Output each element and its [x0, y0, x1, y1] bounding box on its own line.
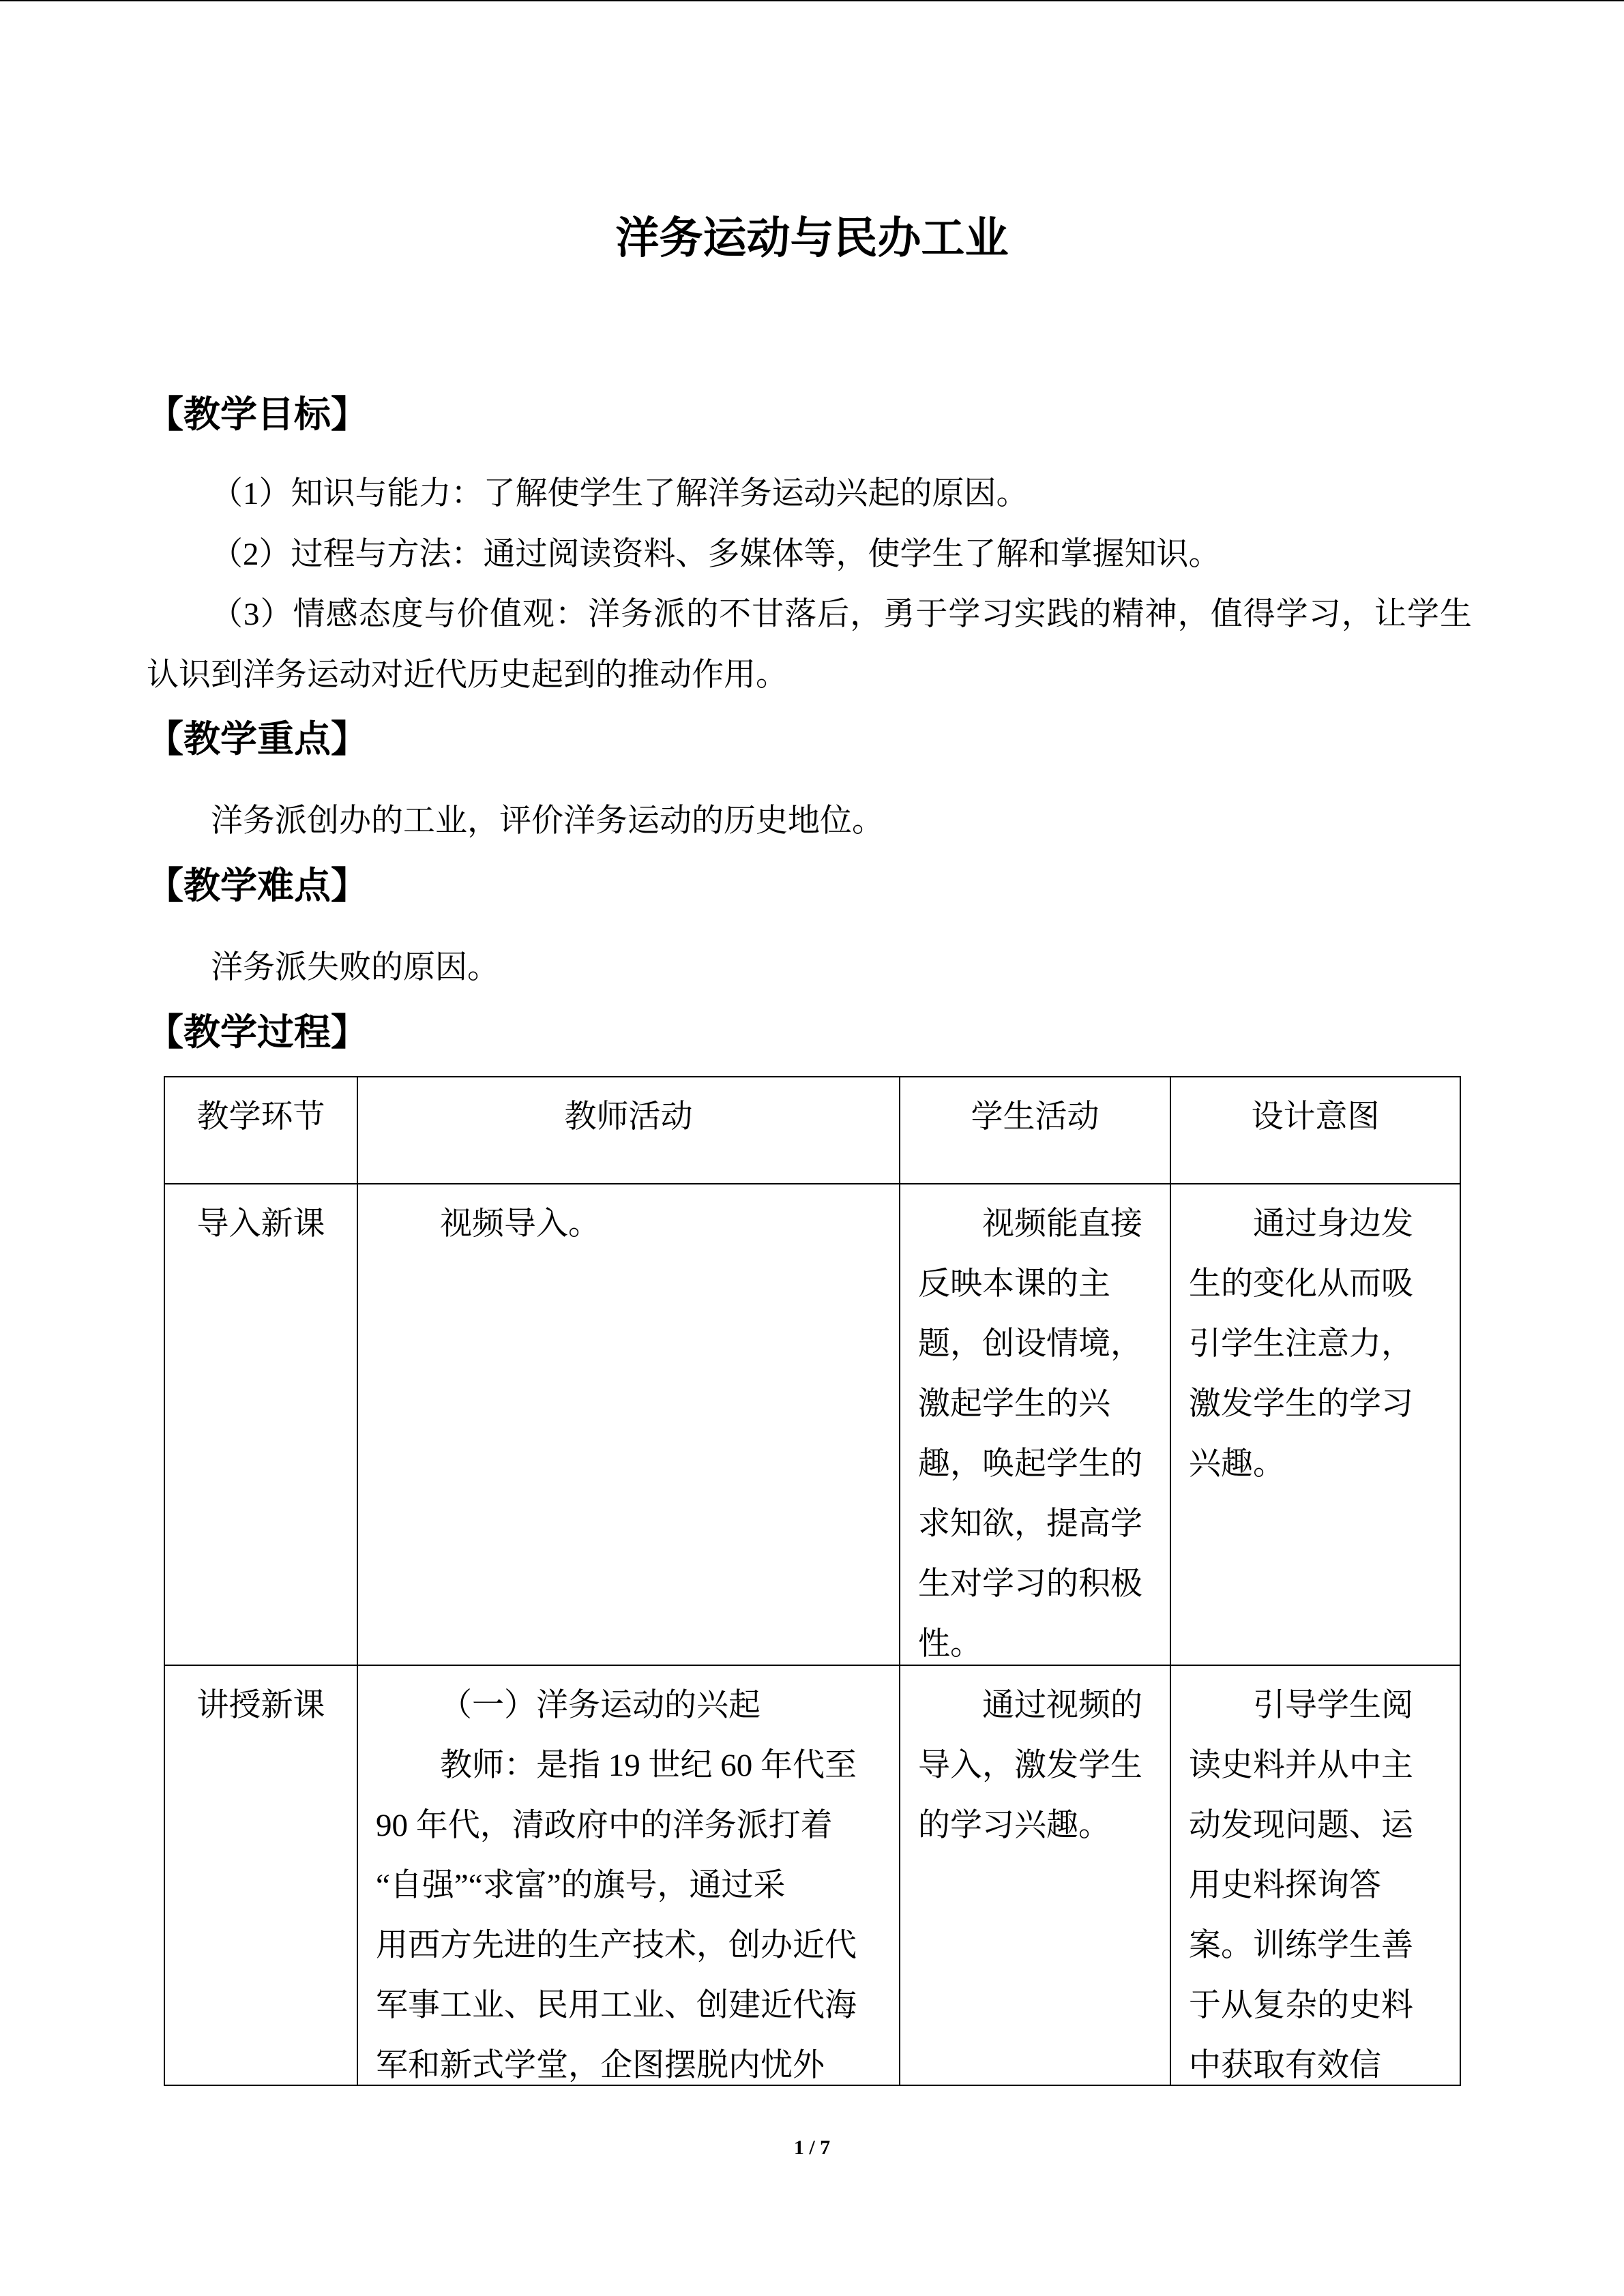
key-points-paragraph [147, 791, 1472, 851]
table-cell-student [900, 1184, 1171, 1666]
cell-line: 趣，唤起学生的 [918, 1446, 1142, 1482]
objective-line-3: （3）情感态度与价值观：洋务派的不甘落后，勇于学习实践的精神，值得学习，让学生 [211, 597, 1472, 633]
cell-line: 用史料探询答 [1189, 1868, 1381, 1903]
cell-line: 通过身边发 [1253, 1206, 1413, 1242]
page-number: 1 / 7 [793, 2136, 831, 2159]
cell-line: 反映本课的主 [918, 1266, 1110, 1302]
heading-process: 【教学过程】 [147, 1012, 368, 1053]
objective-line-4: 认识到洋务运动对近代历史起到的推动作用。 [147, 657, 788, 694]
cell-line: 的学习兴趣。 [918, 1808, 1110, 1843]
cell-line: “自强”“求富”的旗号，通过采 [376, 1868, 786, 1903]
cell-line: 军事工业、民用工业、创建近代海 [376, 1988, 857, 2023]
table-cell-intent [1171, 1184, 1461, 1666]
cell-line: 激发学生的学习 [1189, 1386, 1413, 1422]
table-cell-stage: 讲授新课 [165, 1666, 358, 2086]
cell-line: （一）洋务运动的兴起 [440, 1688, 761, 1723]
cell-line: 读史料并从中主 [1189, 1748, 1413, 1783]
teaching-process-table [164, 1076, 1461, 2086]
table-cell-student [900, 1666, 1171, 2086]
cell-line: 视频导入。 [440, 1206, 600, 1242]
cell-line: 引学生注意力， [1189, 1326, 1413, 1362]
cell-line: 激起学生的兴 [918, 1386, 1110, 1422]
table-header-teacher: 教师活动 [358, 1077, 900, 1184]
cell-line: 导入，激发学生 [918, 1748, 1142, 1783]
difficulties-text: 洋务派失败的原因。 [211, 950, 499, 985]
cell-line: 生的变化从而吸 [1189, 1266, 1413, 1302]
objective-line-2: （2）过程与方法：通过阅读资料、多媒体等，使学生了解和掌握知识。 [211, 536, 1221, 572]
cell-line: 引导学生阅 [1253, 1688, 1413, 1723]
table-cell-teacher [358, 1184, 900, 1666]
cell-line: 兴趣。 [1189, 1446, 1285, 1482]
table-header-stage: 教学环节 [165, 1077, 358, 1184]
cell-line: 教师：是指 19 世纪 60 年代至 [440, 1748, 857, 1783]
cell-line: 军和新式学堂，企图摆脱内忧外 [376, 2048, 825, 2083]
cell-line: 生对学习的积极 [918, 1566, 1142, 1602]
key-points-text: 洋务派创办的工业，评价洋务运动的历史地位。 [211, 803, 884, 839]
cell-line: 题，创设情境， [918, 1326, 1142, 1362]
document-title: 洋务运动与民办工业 [615, 214, 1009, 263]
objectives-paragraphs [147, 464, 1472, 706]
cell-line: 案。训练学生善 [1189, 1928, 1413, 1963]
table-header-student: 学生活动 [900, 1077, 1171, 1184]
table-cell-stage: 导入新课 [165, 1184, 358, 1666]
cell-line: 动发现问题、运 [1189, 1808, 1413, 1843]
cell-line: 于从复杂的史料 [1189, 1988, 1413, 2023]
table-header-intent: 设计意图 [1171, 1077, 1461, 1184]
cell-line: 视频能直接 [982, 1206, 1142, 1242]
cell-line: 通过视频的 [982, 1688, 1142, 1723]
difficulties-paragraph [147, 938, 1472, 998]
heading-key-points: 【教学重点】 [147, 719, 368, 760]
cell-line: 中获取有效信 [1189, 2048, 1381, 2083]
cell-line: 90 年代，清政府中的洋务派打着 [376, 1808, 833, 1843]
heading-difficulties: 【教学难点】 [147, 865, 368, 906]
objective-line-1: （1）知识与能力：了解使学生了解洋务运动兴起的原因。 [211, 476, 1029, 511]
cell-line: 用西方先进的生产技术，创办近代 [376, 1928, 857, 1963]
cell-line: 性。 [918, 1626, 982, 1662]
table-cell-intent [1171, 1666, 1461, 2086]
page-top-rule [0, 0, 1624, 1]
cell-line: 求知欲，提高学 [918, 1506, 1142, 1542]
table-cell-teacher [358, 1666, 900, 2086]
heading-objectives: 【教学目标】 [147, 394, 368, 435]
